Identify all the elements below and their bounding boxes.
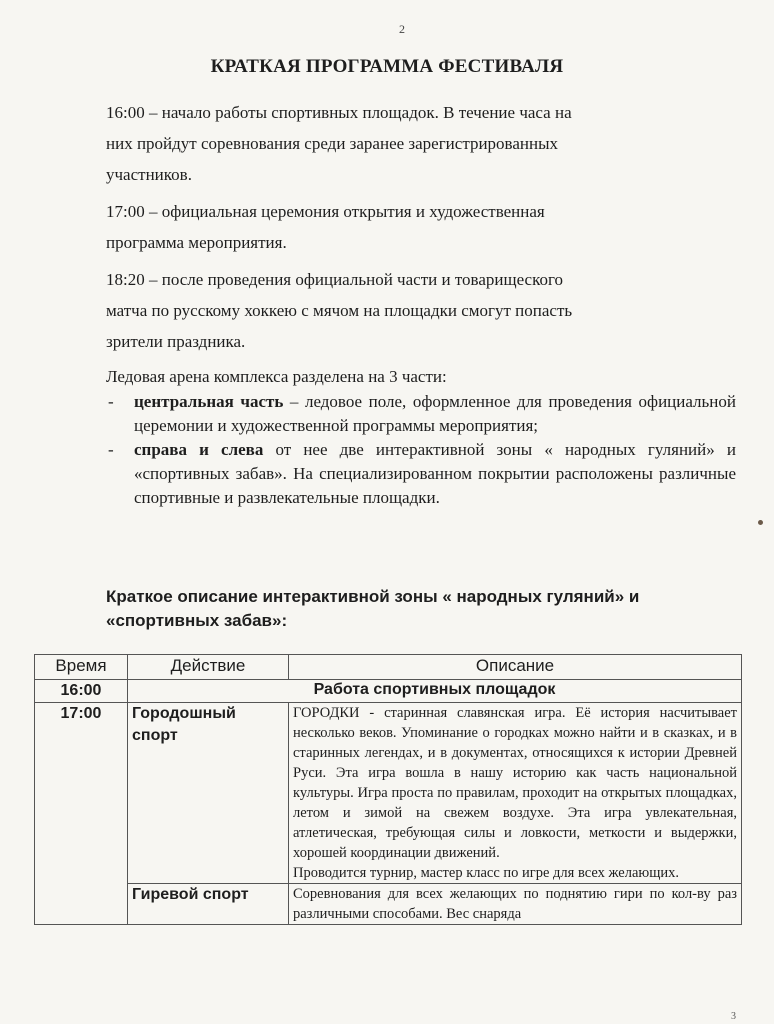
table-row (35, 703, 742, 884)
schedule-item-1 (106, 97, 706, 190)
schedule-line: 17:00 – официальная церемония открытия и художественная (106, 202, 545, 221)
arena-item-sides (106, 438, 736, 510)
page-title: КРАТКАЯ ПРОГРАММА ФЕСТИВАЛЯ (210, 56, 564, 77)
table-row (35, 680, 742, 703)
page-number: 2 (399, 22, 405, 36)
schedule-item-2 (106, 196, 706, 258)
description-paragraph: ГОРОДКИ - старинная славянская игра. Её история насчитывает несколько веков. Упоминание о городках можно найти и в сказках, и в старинных легендах, и в документах, относящихся к истории Древней Руси. Эта игра вошла в нашу историю как часть национальной культуры. Игра проста по правилам, проходит на открытых площадках, летом и зимой на свежем воздухе. Эта игра увлекательная, атлетическая, требующая силы и ловкости, меткости и выдержки, хорошей координации движений. (293, 705, 737, 861)
arena-item-bold: справа и слева (134, 440, 264, 459)
arena-item-text: – ледовое поле, оформленное для проведения официальной церемонии и художественной программы мероприятия; (134, 392, 736, 435)
arena-intro: Ледовая арена комплекса разделена на 3 части: (106, 367, 447, 386)
table-header-row (35, 655, 742, 680)
arena-item-text: от нее две интерактивной зоны « народных гуляний» и «спортивных забав». На специализированном покрытии расположены различные спортивные и развлекательные площадки. (134, 440, 736, 507)
arena-list (106, 390, 736, 510)
header-action: Действие (128, 655, 289, 680)
action-cell: Гиревой спорт (128, 884, 289, 925)
arena-section (106, 365, 736, 510)
schedule-line: 16:00 – начало работы спортивных площадок. В течение часа на (106, 103, 572, 122)
arena-item-bold: центральная часть (134, 392, 284, 411)
description-paragraph: Соревнования для всех желающих по поднятию гири по кол-ву раз различными способами. Вес снаряда (293, 886, 737, 922)
schedule-line: зрители праздника. (106, 332, 246, 351)
schedule-line: них пройдут соревнования среди заранее зарегистрированных (106, 134, 559, 153)
schedule-line: 18:20 – после проведения официальной части и товарищеского (106, 270, 564, 289)
table-heading: Краткое описание интерактивной зоны « народных гуляний» и «спортивных забав»: (106, 587, 640, 630)
span-label-cell: Работа спортивных площадок (128, 680, 742, 703)
schedule-line: матча по русскому хоккею с мячом на площадки смогут попасть (106, 301, 573, 320)
next-page-mark: 3 (731, 1011, 736, 1022)
schedule-line: участников. (106, 165, 192, 184)
action-cell: Городошный спорт (128, 703, 289, 884)
arena-item-central (106, 390, 736, 438)
list-dash: - (108, 392, 114, 411)
header-description: Описание (289, 655, 742, 680)
table-row (35, 884, 742, 925)
time-cell: 16:00 (35, 680, 128, 703)
schedule-item-3 (106, 264, 706, 357)
scan-speck (758, 520, 763, 525)
description-cell (289, 703, 742, 884)
header-time: Время (35, 655, 128, 680)
description-cell (289, 884, 742, 925)
list-dash: - (108, 440, 114, 459)
description-paragraph: Проводится турнир, мастер класс по игре для всех желающих. (293, 865, 680, 881)
schedule-line: программа мероприятия. (106, 233, 287, 252)
time-cell: 17:00 (35, 703, 128, 925)
program-table (34, 654, 742, 925)
